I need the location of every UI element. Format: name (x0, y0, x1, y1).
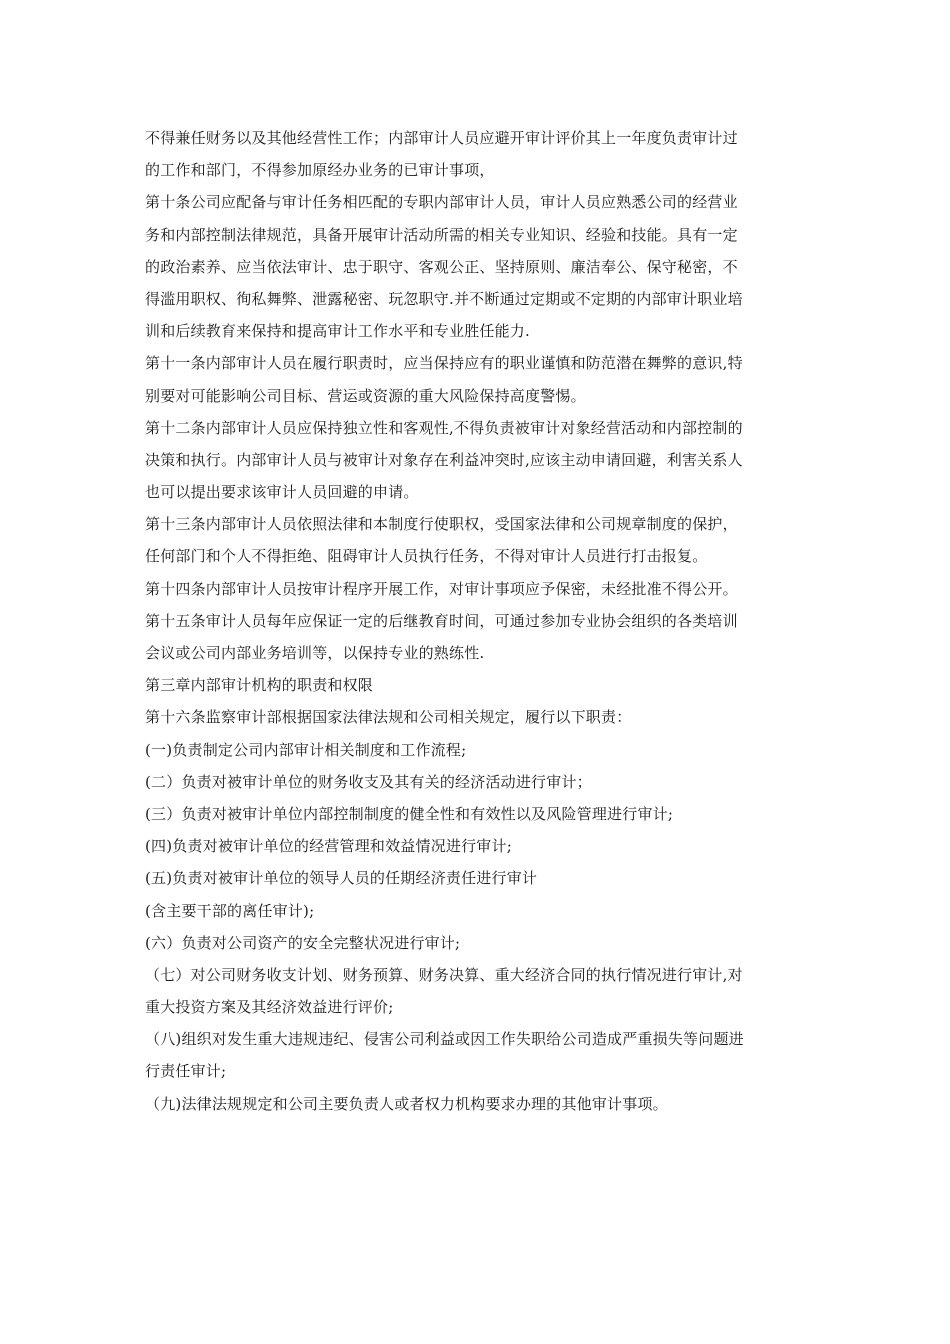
list-item: （七）对公司财务收支计划、财务预算、财务决算、重大经济合同的执行情况进行审计,对 (145, 965, 743, 984)
text-line: 务和内部控制法律规范，具备开展审计活动所需的相关专业知识、经验和技能。具有一定 (145, 225, 738, 244)
text-line: 第十三条内部审计人员依照法律和本制度行使职权，受国家法律和公司规章制度的保护， (145, 515, 738, 534)
list-item-continuation: 重大投资方案及其经济效益进行评价; (145, 998, 394, 1017)
chapter-heading: 第三章内部审计机构的职责和权限 (145, 676, 374, 695)
text-line: 别要对可能影响公司目标、营运或资源的重大风险保持高度警惕。 (145, 386, 586, 405)
list-item: (一)负责制定公司内部审计相关制度和工作流程; (145, 740, 467, 759)
text-line: 任何部门和个人不得拒绝、阻碍审计人员执行任务，不得对审计人员进行打击报复。 (145, 547, 708, 566)
text-line: 决策和执行。内部审计人员与被审计对象存在利益冲突时,应该主动申请回避，利害关系人 (145, 450, 743, 469)
list-item: (五)负责对被审计单位的领导人员的任期经济责任进行审计 (145, 869, 538, 888)
text-line: 第十二条内部审计人员应保持独立性和客观性,不得负责被审计对象经营活动和内部控制的 (145, 418, 743, 437)
text-line: 得滥用职权、徇私舞弊、泄露秘密、玩忽职守.并不断通过定期或不定期的内部审计职业培 (145, 289, 743, 308)
list-item: (二）负责对被审计单位的财务收支及其有关的经济活动进行审计； (145, 772, 592, 791)
text-line: 第十一条内部审计人员在履行职责时，应当保持应有的职业谨慎和防范潜在舞弊的意识,特 (145, 354, 743, 373)
text-line: 第十六条监察审计部根据国家法律法规和公司相关规定，履行以下职责： (145, 708, 632, 727)
list-item-continuation: (含主要干部的离任审计); (145, 901, 315, 920)
list-item: （九)法律法规规定和公司主要负责人或者权力机构要求办理的其他审计事项。 (145, 1094, 668, 1113)
text-line: 的工作和部门，不得参加原经办业务的已审计事项， (145, 161, 495, 180)
document-body (145, 122, 810, 1120)
text-line: 训和后续教育来保持和提高审计工作水平和专业胜任能力. (145, 322, 530, 341)
text-line: 第十五条审计人员每年应保证一定的后继教育时间，可通过参加专业协会组织的各类培训 (145, 611, 738, 630)
text-line: 也可以提出要求该审计人员回避的申请。 (145, 483, 419, 502)
text-line: 不得兼任财务以及其他经营性工作；内部审计人员应避开审计评价其上一年度负责审计过 (145, 129, 738, 147)
list-item: (三）负责对被审计单位内部控制制度的健全性和有效性以及风险管理进行审计; (145, 804, 674, 823)
list-item-continuation: 行责任审计; (145, 1062, 227, 1081)
text-line: 会议或公司内部业务培训等，以保持专业的熟练性. (145, 644, 485, 662)
text-line: 第十条公司应配备与审计任务相匹配的专职内部审计人员，审计人员应熟悉公司的经营业 (145, 193, 738, 212)
text-line: 的政治素养、应当依法审计、忠于职守、客观公正、坚持原则、廉洁奉公、保守秘密，不 (145, 257, 738, 276)
list-item: (四)负责对被审计单位的经营管理和效益情况进行审计; (145, 837, 512, 856)
text-line: 第十四条内部审计人员按审计程序开展工作，对审计事项应予保密，未经批准不得公开。 (145, 579, 738, 598)
list-item: （八)组织对发生重大违规违纪、侵害公司利益或因工作失职给公司造成严重损失等问题进 (145, 1030, 744, 1049)
list-item: (六）负责对公司资产的安全完整状况进行审计; (145, 933, 461, 952)
